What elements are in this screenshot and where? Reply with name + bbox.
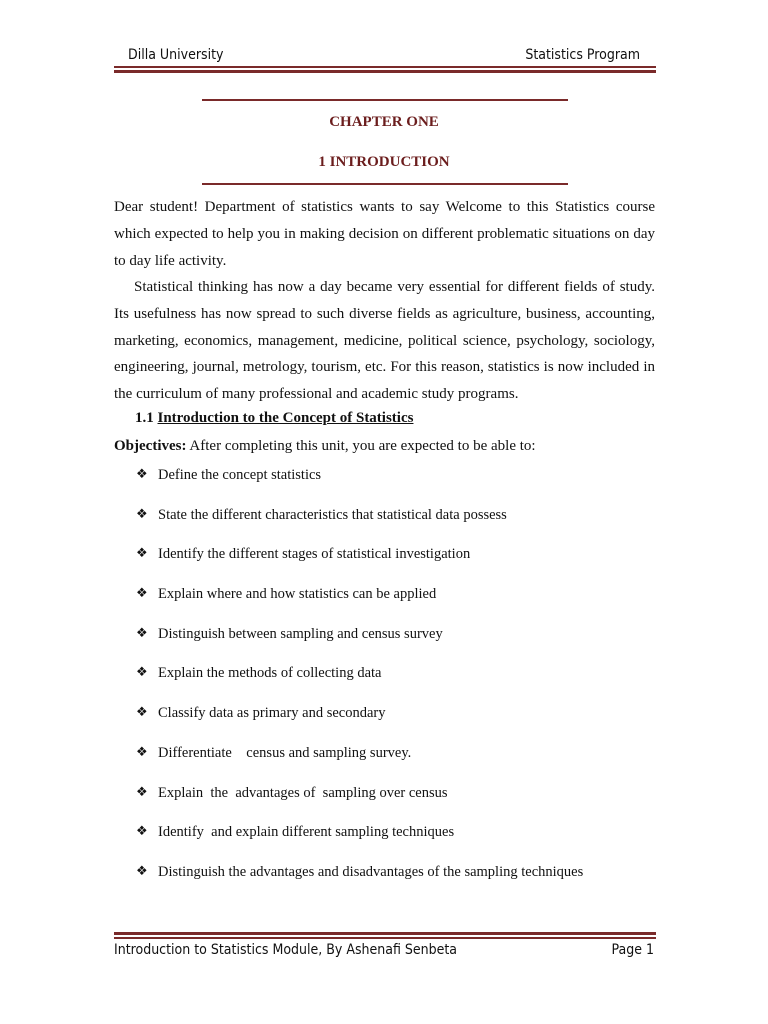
list-item <box>136 741 583 781</box>
list-item <box>136 661 583 701</box>
paragraph-welcome: Dear student! Department of statistics wants to say Welcome to this Statistics course which expected to help you in making decision on different problematic situations on day to day life activity. <box>114 199 655 269</box>
footer-module-credit: Introduction to Statistics Module, By Ashenafi Senbeta <box>114 942 458 958</box>
list-item <box>136 542 583 582</box>
list-item-text: Classify data as primary and secondary <box>158 705 386 722</box>
diamond-bullet-icon: ❖ <box>136 705 148 721</box>
diamond-bullet-icon: ❖ <box>136 625 148 641</box>
list-item-text: Identify and explain different sampling techniques <box>158 824 455 841</box>
header-rule-thin <box>114 66 656 68</box>
chapter-rule-bottom <box>202 183 568 185</box>
diamond-bullet-icon: ❖ <box>136 467 148 482</box>
subsection-number: 1.1 <box>135 410 154 426</box>
list-item-text: Explain the methods of collecting data <box>158 665 382 682</box>
footer-rule-thin <box>114 937 656 939</box>
diamond-bullet-icon: ❖ <box>136 784 148 800</box>
diamond-bullet-icon: ❖ <box>136 665 148 681</box>
diamond-bullet-icon: ❖ <box>136 824 148 840</box>
list-item <box>136 701 583 741</box>
list-item-text: Differentiate census and sampling survey. <box>158 744 412 761</box>
list-item <box>136 503 583 543</box>
subsection-heading <box>135 410 413 427</box>
section-title: 1 INTRODUCTION <box>318 154 450 170</box>
list-item <box>136 860 583 900</box>
diamond-bullet-icon: ❖ <box>136 586 148 602</box>
paragraph-statistical-thinking: Statistical thinking has now a day became very essential for different fields of study. Its usefulness has now spread to such diverse fields as agriculture, business, accounting, marketing, economics, management, medicine, political science, psychology, sociology, engineering, journal, metrology, tourism, etc. For this reason, statistics is now included in the curriculum of many professional and academic study programs. <box>114 279 655 403</box>
page-number: Page 1 <box>611 942 654 958</box>
objectives-list <box>136 463 583 900</box>
header-institution: Dilla University <box>128 47 224 63</box>
chapter-title: CHAPTER ONE <box>329 114 439 130</box>
header-rule-thick <box>114 70 656 73</box>
chapter-rule-top <box>202 99 568 101</box>
list-item-text: Define the concept statistics <box>158 467 322 483</box>
diamond-bullet-icon: ❖ <box>136 863 148 879</box>
header-program: Statistics Program <box>525 47 640 63</box>
list-item <box>136 781 583 821</box>
list-item-text: Explain where and how statistics can be applied <box>158 586 437 603</box>
objectives-label: Objectives: <box>114 438 187 454</box>
subsection-title: Introduction to the Concept of Statistics <box>157 410 414 426</box>
list-item-text: Explain the advantages of sampling over census <box>158 784 448 801</box>
list-item <box>136 582 583 622</box>
list-item-text: Distinguish the advantages and disadvantages of the sampling techniques <box>158 863 584 880</box>
footer-rule-thick <box>114 932 656 935</box>
objectives-intro <box>114 438 536 455</box>
objectives-intro-text: After completing this unit, you are expected to be able to: <box>189 438 536 454</box>
diamond-bullet-icon: ❖ <box>136 506 148 522</box>
list-item <box>136 463 583 503</box>
list-item-text: Identify the different stages of statistical investigation <box>158 546 471 563</box>
list-item-text: Distinguish between sampling and census survey <box>158 625 443 642</box>
diamond-bullet-icon: ❖ <box>136 744 148 760</box>
list-item <box>136 820 583 860</box>
list-item-text: State the different characteristics that statistical data possess <box>158 506 507 523</box>
list-item <box>136 622 583 662</box>
diamond-bullet-icon: ❖ <box>136 546 148 562</box>
